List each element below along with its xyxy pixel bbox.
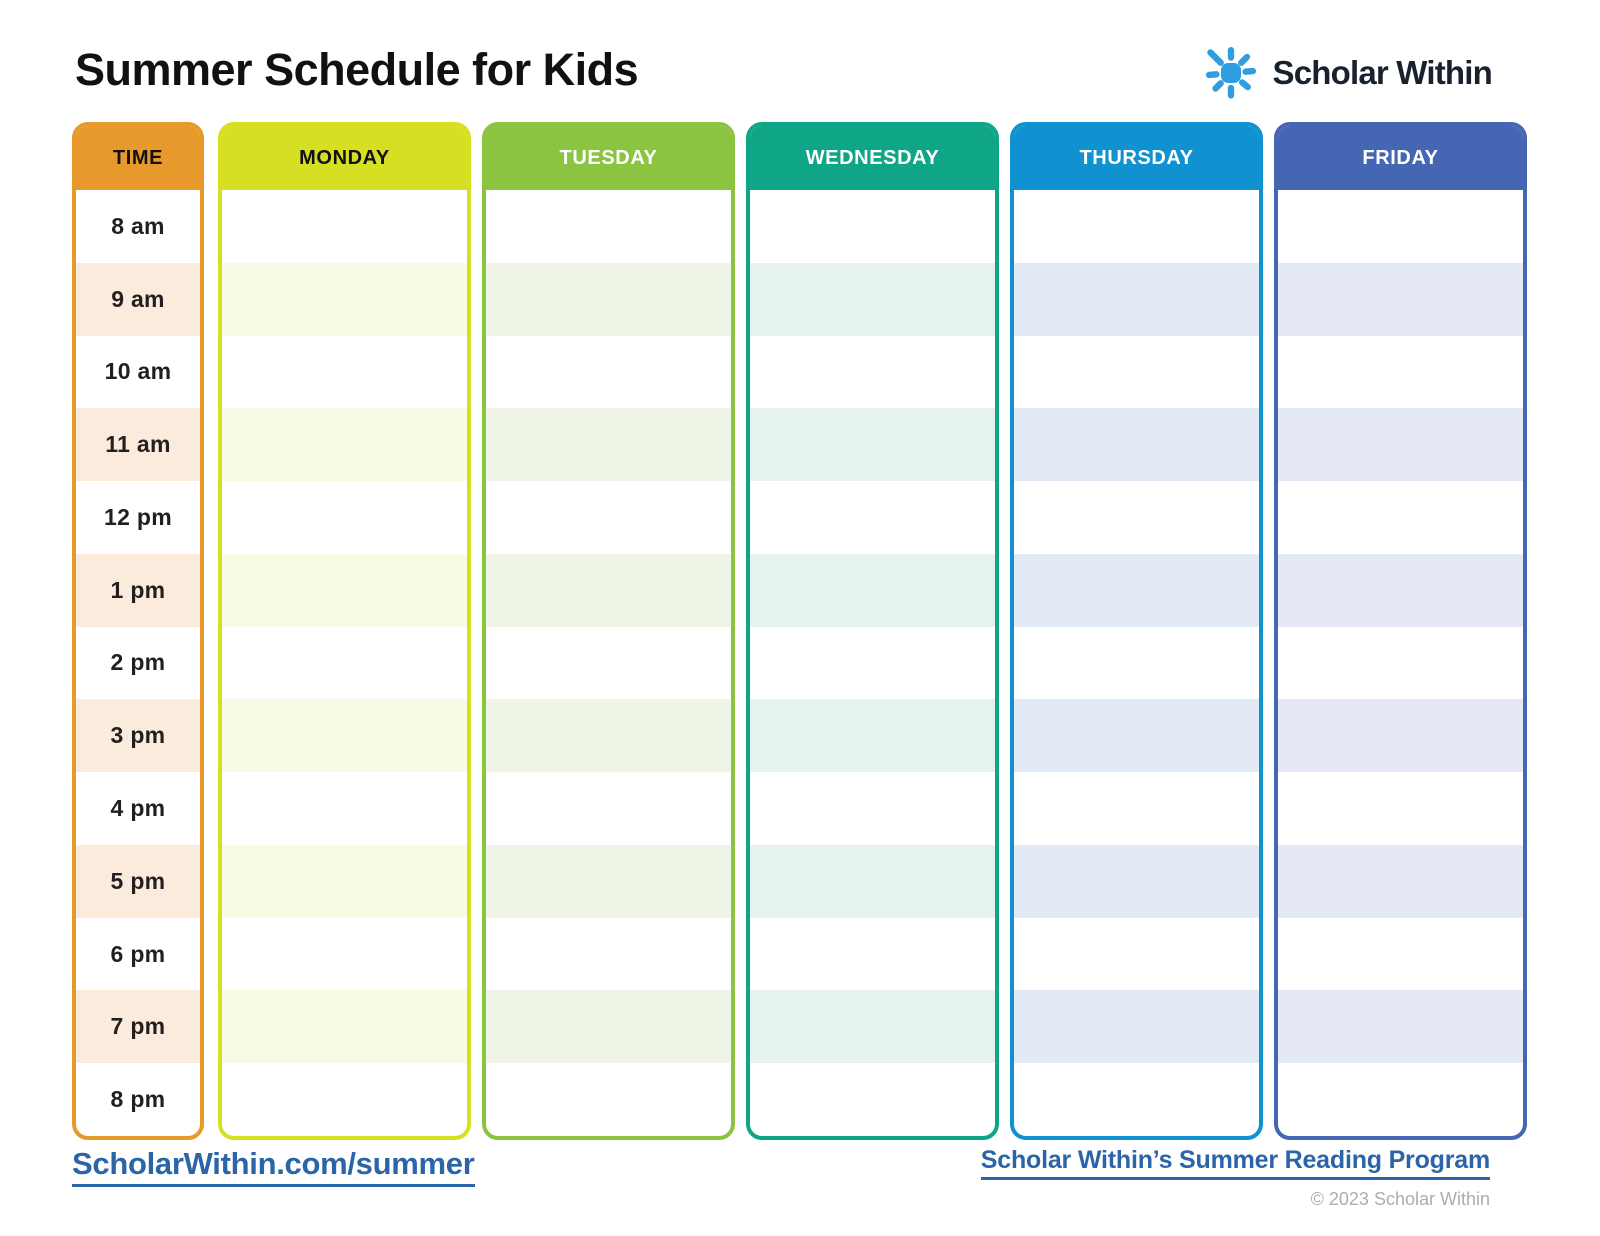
schedule-cell [1278, 1063, 1523, 1136]
column-body [1014, 190, 1259, 1136]
time-slot-label: 11 am [76, 408, 200, 481]
schedule-cell [222, 627, 467, 700]
schedule-cell [486, 408, 731, 481]
column-body [486, 190, 731, 1136]
brand-name: Scholar Within [1272, 54, 1492, 91]
schedule-cell [750, 263, 995, 336]
schedule-cell [750, 772, 995, 845]
schedule-grid [72, 122, 1527, 1140]
schedule-cell [222, 263, 467, 336]
day-column-header: FRIDAY [1278, 126, 1523, 190]
schedule-cell [1014, 481, 1259, 554]
schedule-cell [750, 918, 995, 991]
schedule-cell [486, 845, 731, 918]
schedule-cell [486, 772, 731, 845]
time-slot-label: 5 pm [76, 845, 200, 918]
schedule-cell [1278, 772, 1523, 845]
time-slot-label: 10 am [104, 358, 172, 385]
day-column-friday [1274, 122, 1527, 1140]
time-slot-label: 8 am [111, 212, 165, 239]
day-column-thursday [1010, 122, 1263, 1140]
time-slot-label: 12 pm [104, 503, 172, 530]
schedule-cell [1014, 1063, 1259, 1136]
time-slot-label: 1 pm [76, 554, 200, 627]
column-body [222, 190, 467, 1136]
schedule-cell [1014, 918, 1259, 991]
time-slot-label: 8 pm [110, 1086, 166, 1113]
schedule-cell [750, 845, 995, 918]
schedule-cell [1278, 190, 1523, 263]
time-column [72, 122, 204, 1140]
summer-link[interactable]: ScholarWithin.com/summer [72, 1146, 475, 1187]
time-slot-label: 2 pm [110, 649, 166, 676]
schedule-cell [1278, 918, 1523, 991]
schedule-cell [750, 481, 995, 554]
schedule-cell [222, 336, 467, 409]
schedule-cell [1278, 263, 1523, 336]
schedule-cell [1278, 845, 1523, 918]
schedule-cell [1014, 554, 1259, 627]
brand-logo [1200, 42, 1492, 104]
schedule-cell [1014, 408, 1259, 481]
schedule-cell [750, 408, 995, 481]
schedule-cell [1278, 627, 1523, 700]
schedule-cell [750, 1063, 995, 1136]
time-slot-label: 9 am [76, 263, 200, 336]
schedule-cell [222, 990, 467, 1063]
schedule-cell [1014, 699, 1259, 772]
column-body [1278, 190, 1523, 1136]
schedule-cell [486, 263, 731, 336]
schedule-cell [1014, 845, 1259, 918]
time-slot-label: 7 pm [76, 990, 200, 1063]
schedule-cell [750, 990, 995, 1063]
schedule-cell [222, 190, 467, 263]
schedule-cell [222, 1063, 467, 1136]
schedule-cell [222, 554, 467, 627]
schedule-cell [222, 772, 467, 845]
schedule-cell [1014, 772, 1259, 845]
schedule-cell [1278, 481, 1523, 554]
schedule-cell [1014, 190, 1259, 263]
schedule-cell [486, 918, 731, 991]
column-body [750, 190, 995, 1136]
schedule-cell [750, 336, 995, 409]
schedule-cell [222, 845, 467, 918]
schedule-cell [1278, 699, 1523, 772]
schedule-cell [222, 481, 467, 554]
schedule-cell [222, 918, 467, 991]
schedule-cell [750, 554, 995, 627]
footer-right [981, 1146, 1490, 1210]
schedule-cell [486, 699, 731, 772]
day-column-tuesday [482, 122, 735, 1140]
schedule-cell [222, 699, 467, 772]
schedule-cell [1014, 263, 1259, 336]
schedule-cell [1014, 990, 1259, 1063]
schedule-cell [222, 408, 467, 481]
schedule-cell [486, 336, 731, 409]
schedule-cell [750, 699, 995, 772]
schedule-cell [1278, 408, 1523, 481]
schedule-cell [1278, 990, 1523, 1063]
reading-program-link[interactable]: Scholar Within’s Summer Reading Program [981, 1146, 1490, 1180]
schedule-cell [486, 627, 731, 700]
day-column-wednesday [746, 122, 999, 1140]
day-column-header: TUESDAY [486, 126, 731, 190]
schedule-cell [1014, 336, 1259, 409]
column-body [76, 190, 200, 1136]
schedule-cell [1278, 336, 1523, 409]
copyright: © 2023 Scholar Within [1310, 1189, 1490, 1209]
time-slot-label: 6 pm [110, 940, 166, 967]
day-column-header: MONDAY [222, 126, 467, 190]
page-title: Summer Schedule for Kids [75, 44, 639, 95]
day-column-monday [218, 122, 471, 1140]
schedule-cell [486, 481, 731, 554]
schedule-cell [750, 627, 995, 700]
day-column-header: WEDNESDAY [750, 126, 995, 190]
sun-icon [1200, 42, 1262, 104]
time-slot-label: 4 pm [110, 795, 166, 821]
schedule-cell [1278, 554, 1523, 627]
schedule-cell [1014, 627, 1259, 700]
schedule-cell [750, 190, 995, 263]
schedule-cell [486, 990, 731, 1063]
time-slot-label: 3 pm [76, 699, 200, 772]
day-column-header: THURSDAY [1014, 126, 1259, 190]
schedule-cell [486, 554, 731, 627]
schedule-cell [486, 190, 731, 263]
schedule-cell [486, 1063, 731, 1136]
time-column-header: TIME [76, 126, 200, 190]
